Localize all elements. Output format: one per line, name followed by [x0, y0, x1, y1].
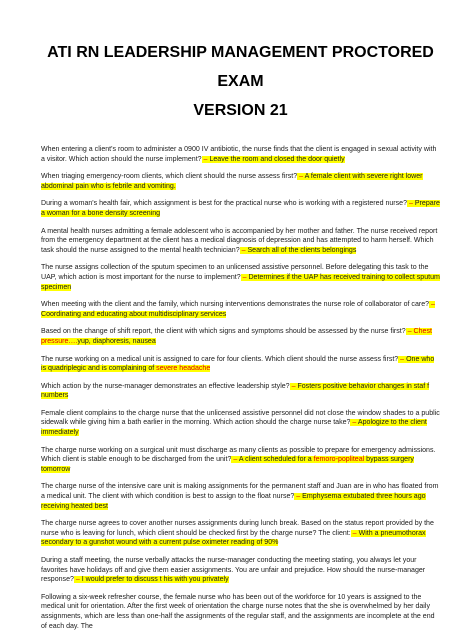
question-text: The charge nurse agrees to cover another nurses assignments during lunch break. Based on the status report provided by the nurse who is leaving for lunch, which client should be checked first by the charge nurse? The client:: [41, 520, 434, 537]
answer-text: Emphysema extubated three hours ago receiving heated best: [41, 493, 426, 510]
answer-suffix: bypass surgery tomorrow: [41, 456, 414, 473]
question-item: [41, 556, 440, 585]
answer-highlight: [202, 156, 345, 163]
answer-highlight: [74, 576, 229, 583]
answer-text: A client scheduled for a: [238, 456, 314, 464]
answer-dash: –: [350, 529, 359, 537]
question-item: [41, 409, 440, 438]
question-item: [41, 327, 440, 346]
question-item: [41, 300, 440, 319]
question-item: [41, 593, 440, 631]
answer-red: Chest pressure….: [41, 328, 432, 345]
title-line-1: ATI RN LEADERSHIP MANAGEMENT PROCTORED EXAM: [47, 44, 434, 90]
title-line-2: VERSION 21: [193, 102, 288, 119]
question-text: Which action by the nurse-manager demonstrates an effective leadership style?: [41, 382, 290, 390]
question-list: [41, 145, 440, 631]
question-item: [41, 482, 440, 511]
answer-text: A female client with severe right lower abdominal pain who is febrile and vomiting.: [41, 173, 423, 190]
answer-dash: –: [405, 328, 414, 336]
answer-text: yup, diaphoresis, nausea: [77, 337, 156, 345]
answer-dash: –: [201, 155, 210, 163]
question-text: A mental health nurses admitting a female adolescent who is accompanied by her mother and father. The nurse received report from the emergency department at the client has a medical diagnosis of depression and has attempted to harm herself. Which task should the nurse assigned to the mental health technician?: [41, 227, 438, 254]
answer-text: Coordinating and educating about multidisciplinary services: [41, 310, 227, 318]
answer-dash: –: [294, 493, 303, 501]
answer-text: Prepare a woman for a bone density screening: [41, 200, 440, 217]
question-item: [41, 519, 440, 548]
question-text: Female client complains to the charge nurse that the unlicensed assistive personnel did not close the window shades to a public sidewalk while giving him a bath earlier in the morning. Which action should the charge nurse take?: [41, 409, 440, 427]
answer-text: I would prefer to discuss t his with you privately: [81, 576, 229, 584]
answer-dash: –: [239, 246, 248, 254]
answer-text: One who is quadriplegic and is complaining of: [41, 355, 435, 373]
question-text: When meeting with the client and the family, which nursing interventions demonstrates the nurse role of collaborator of care?: [41, 301, 430, 309]
answer-dash: –: [240, 273, 249, 281]
question-item: [41, 446, 440, 475]
question-text: During a woman's health fair, which assignment is best for the practical nurse who is working with a registered nurse?: [41, 200, 408, 208]
answer-text: Search all of the clients belongings: [247, 246, 357, 254]
question-item: [41, 227, 440, 256]
question-item: [41, 145, 440, 164]
question-text: During a staff meeting, the nurse verbally attacks the nurse-manager conducting the meeting stating, you always let your favorites have holidays off and give them easier assignments. You are unfair and prejudice. How should the nurse-manager response?: [41, 557, 426, 584]
question-text: When triaging emergency-room clients, which client should the nurse assess first?: [41, 173, 298, 181]
answer-red: severe headache: [156, 365, 211, 373]
answer-dash: –: [231, 456, 239, 464]
question-text: The charge nurse working on a surgical unit must discharge as many clients as possible to prepare for emergency admissions. Which client is stable enough to be discharged from the unit?: [41, 446, 436, 464]
answer-dash: –: [407, 200, 415, 208]
answer-dash: –: [297, 173, 305, 181]
document-title: [41, 38, 440, 125]
answer-text: Apologize to the client immediately: [41, 419, 427, 437]
answer-text: Fosters positive behavior changes in staf f numbers: [41, 382, 430, 400]
answer-red: femoro-popliteal: [313, 456, 365, 464]
question-text: Based on the change of shift report, the client with which signs and symptoms should be assessed by the nurse first?: [41, 328, 406, 336]
answer-dash: –: [429, 301, 435, 309]
answer-text: With a pneumothorax secondary to a gunshot wound with a current pulse oximeter reading of 90%: [41, 529, 426, 547]
question-text: The charge nurse of the intensive care unit is making assignments for the permanent staff and Juan are in who has floated from a medical unit. The client with which condition is best to assign to the float nurse?: [41, 483, 439, 501]
answer-highlight: [240, 247, 357, 254]
question-text: Following a six-week refresher course, the female nurse who has been out of the workforce for 10 years is assigned to the medical unit for orientation. After the first week of orientation the charge nurse notes that the she is overwhelmed by her daily assignments, which are less than one-half the assignments of the regular staff, and the assignments are incomplete at the end of each day. The: [41, 593, 435, 630]
answer-dash: –: [289, 382, 298, 390]
answer-dash: –: [398, 355, 407, 363]
question-text: The nurse working on a medical unit is assigned to care for four clients. Which client should the nurse assess first?: [41, 355, 399, 363]
answer-text: Leave the room and closed the door quietly: [209, 155, 345, 163]
question-item: [41, 263, 440, 292]
question-item: [41, 382, 440, 401]
question-item: [41, 355, 440, 374]
answer-dash: –: [350, 419, 358, 427]
answer-dash: –: [73, 576, 82, 584]
question-item: [41, 199, 440, 218]
question-text: When entering a client's room to administer a 0900 IV antibiotic, the nurse finds that the client is engaged in sexual activity with a visitor. Which action should the nurse implement?: [41, 146, 437, 163]
question-item: [41, 172, 440, 191]
answer-text: Determines if the UAP has received training to collect sputum specimen: [41, 273, 440, 291]
question-text: The nurse assigns collection of the sputum specimen to an unlicensed assistive personnel. Before delegating this task to the UAP, which action is most important for the nurse to implement?: [41, 264, 429, 281]
